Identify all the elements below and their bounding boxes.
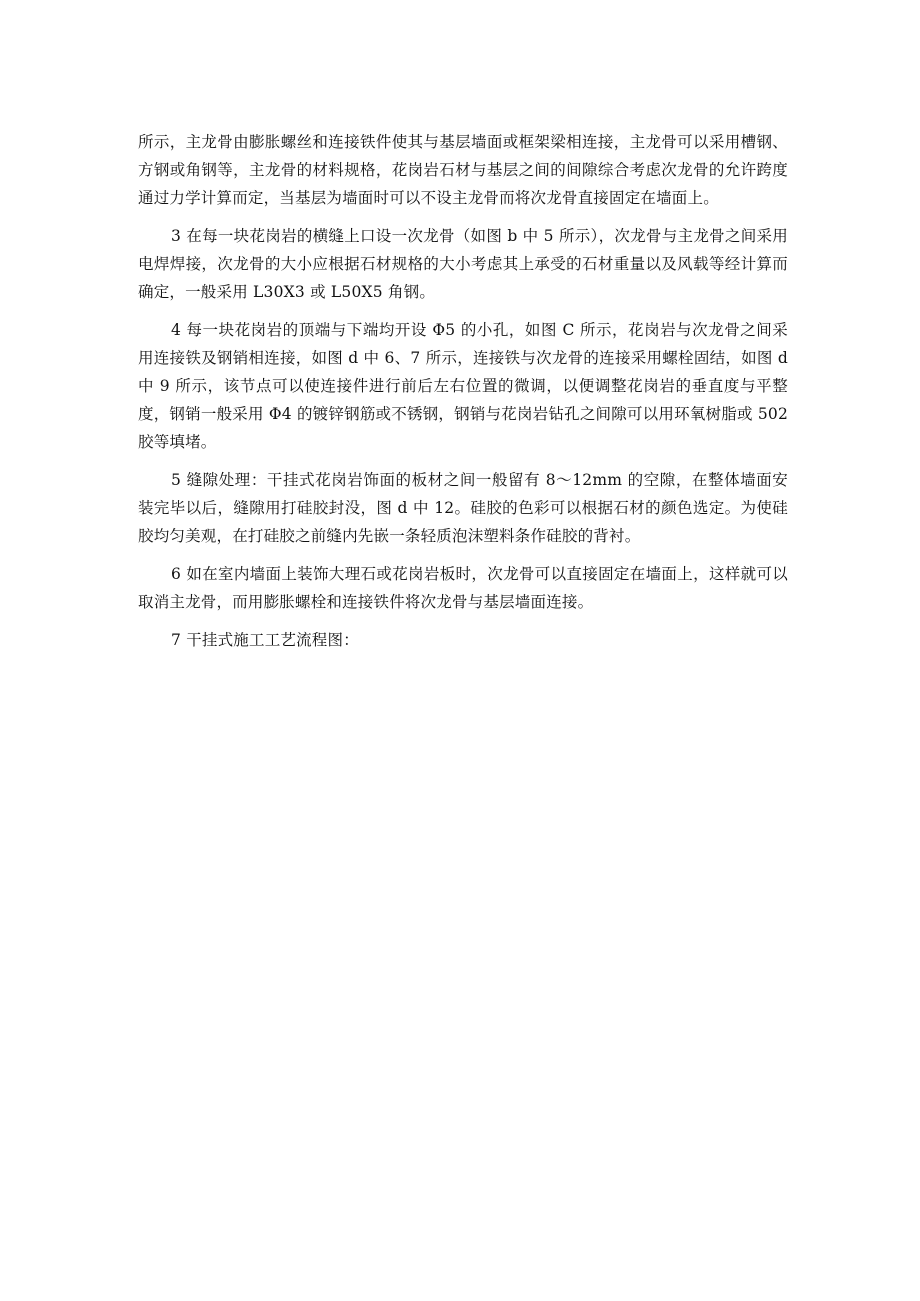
paragraph-item-4: 4 每一块花岗岩的顶端与下端均开设 Φ5 的小孔，如图 C 所示，花岗岩与次龙骨之间采用连接铁及钢销相连接，如图 d 中 6、7 所示，连接铁与次龙骨的连接采用螺栓固结，如图 d 中 9 所示，该节点可以使连接件进行前后左右位置的微调，以便调整花岗岩的垂直度与平整度，钢销一般采用 Φ4 的镀锌钢筋或不锈钢，钢销与花岗岩钻孔之间隙可以用环氧树脂或 502 胶等填堵。 <box>138 321 788 451</box>
document-body <box>138 128 788 664</box>
paragraph-continuation: 所示，主龙骨由膨胀螺丝和连接铁件使其与基层墙面或框架梁相连接，主龙骨可以采用槽钢、方钢或角钢等，主龙骨的材料规格，花岗岩石材与基层之间的间隙综合考虑次龙骨的允许跨度通过力学计算而定，当基层为墙面时可以不设主龙骨而将次龙骨直接固定在墙面上。 <box>138 133 788 207</box>
paragraph-item-5: 5 缝隙处理：干挂式花岗岩饰面的板材之间一般留有 8～12mm 的空隙，在整体墙面安装完毕以后，缝隙用打硅胶封没，图 d 中 12。硅胶的色彩可以根据石材的颜色选定。为使硅胶均匀美观，在打硅胶之前缝内先嵌一条轻质泡沫塑料条作硅胶的背衬。 <box>138 471 788 545</box>
paragraph-item-6: 6 如在室内墙面上装饰大理石或花岗岩板时，次龙骨可以直接固定在墙面上，这样就可以取消主龙骨，而用膨胀螺栓和连接铁件将次龙骨与基层墙面连接。 <box>138 565 788 611</box>
paragraph-item-3: 3 在每一块花岗岩的横缝上口设一次龙骨（如图 b 中 5 所示），次龙骨与主龙骨之间采用电焊焊接，次龙骨的大小应根据石材规格的大小考虑其上承受的石材重量以及风载等经计算而确定，一般采用 L30X3 或 L50X5 角钢。 <box>138 227 788 301</box>
paragraph-item-7: 7 干挂式施工工艺流程图： <box>171 631 359 649</box>
